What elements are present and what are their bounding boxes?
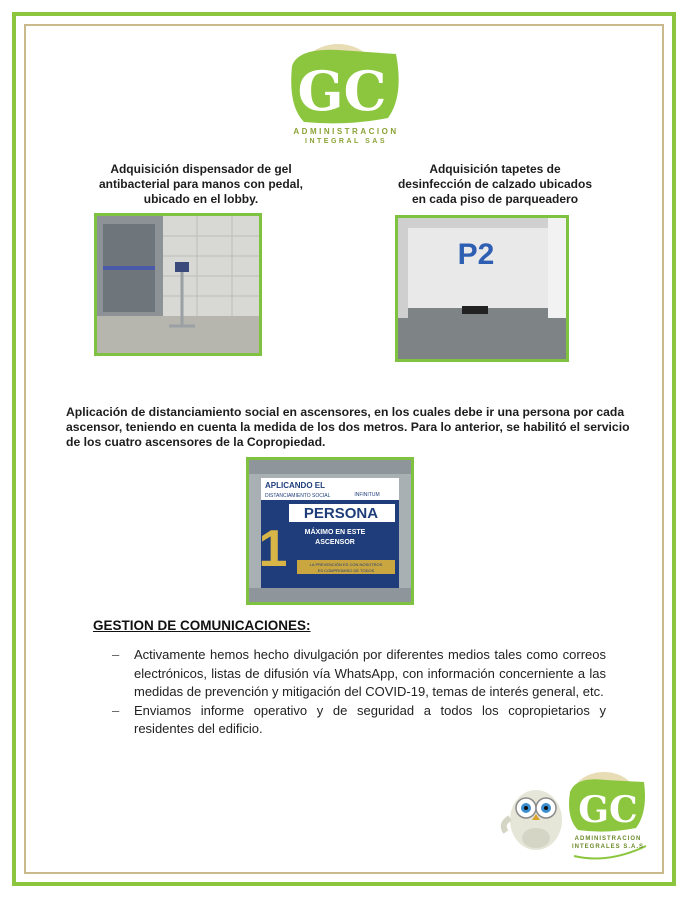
sign-word: PERSONA <box>303 505 379 522</box>
dash-icon: – <box>112 647 120 662</box>
photo-gel-dispenser <box>94 213 262 356</box>
list-item <box>110 646 606 702</box>
logo-text <box>236 127 456 147</box>
logo-line1: ADMINISTRACION <box>293 127 399 136</box>
bullet-text: Activamente hemos hecho divulgación por diferentes medios tales como correos electrónicos, listas de difusión vía WhatsApp, con información concerniente a las medidas de prevención y mitigación del COVID-19, temas de interés general, etc. <box>134 647 606 699</box>
logo-letters: GC <box>297 59 387 123</box>
owl-mascot-icon <box>504 790 562 850</box>
bullet-text: Enviamos informe operativo y de seguridad a todos los copropietarios y residentes del edificio. <box>134 702 606 736</box>
distancing-paragraph: Aplicación de distanciamiento social en ascensores, en los cuales debe ir una persona por cada ascensor, teniendo en cuenta la medida de los dos metros. Para lo anterior, se habilitó el servicio de los cuatro ascensores de la Copropiedad. <box>66 405 630 449</box>
list-item <box>110 702 606 739</box>
caption-left-line3: ubicado en el lobby. <box>143 192 259 206</box>
caption-right-line2: desinfección de calzado ubicados <box>397 177 593 191</box>
dash-icon: – <box>112 702 120 718</box>
footer-logo-line2: INTEGRALES S.A.S <box>571 844 645 850</box>
sign-header1: APLICANDO EL <box>265 481 325 490</box>
photo-parking-mat <box>395 215 569 362</box>
sign-sub2: ASCENSOR <box>315 539 355 546</box>
sign-number: 1 <box>258 520 288 578</box>
sign-note2: ES COMPROMISO DE TODOS <box>317 568 375 573</box>
footer-logo-letters: GC <box>578 789 638 831</box>
sign-note1: LA PREVENCIÓN ES CON NOSOTROS <box>309 562 383 567</box>
caption-right <box>380 162 610 207</box>
footer-logo-line1: ADMINISTRACION <box>574 836 642 842</box>
section-title: GESTION DE COMUNICACIONES: <box>93 618 311 633</box>
sign-sub1: MÁXIMO EN ESTE <box>304 529 366 536</box>
caption-left-line2: antibacterial para manos con pedal, <box>98 177 304 191</box>
communications-list <box>110 646 606 739</box>
caption-left <box>86 162 316 207</box>
footer-logo <box>496 768 656 868</box>
caption-right-line3: en cada piso de parqueadero <box>411 192 579 206</box>
logo-line2: INTEGRAL SAS <box>305 138 387 145</box>
sign-brand: INFINITUM <box>354 492 380 498</box>
parking-level-sign: P2 <box>457 238 495 271</box>
caption-left-line1: Adquisición dispensador de gel <box>110 162 292 176</box>
sign-header2: DISTANCIAMIENTO SOCIAL <box>265 493 331 499</box>
caption-right-line1: Adquisición tapetes de <box>429 162 561 176</box>
photo-elevator-sign <box>246 457 414 605</box>
